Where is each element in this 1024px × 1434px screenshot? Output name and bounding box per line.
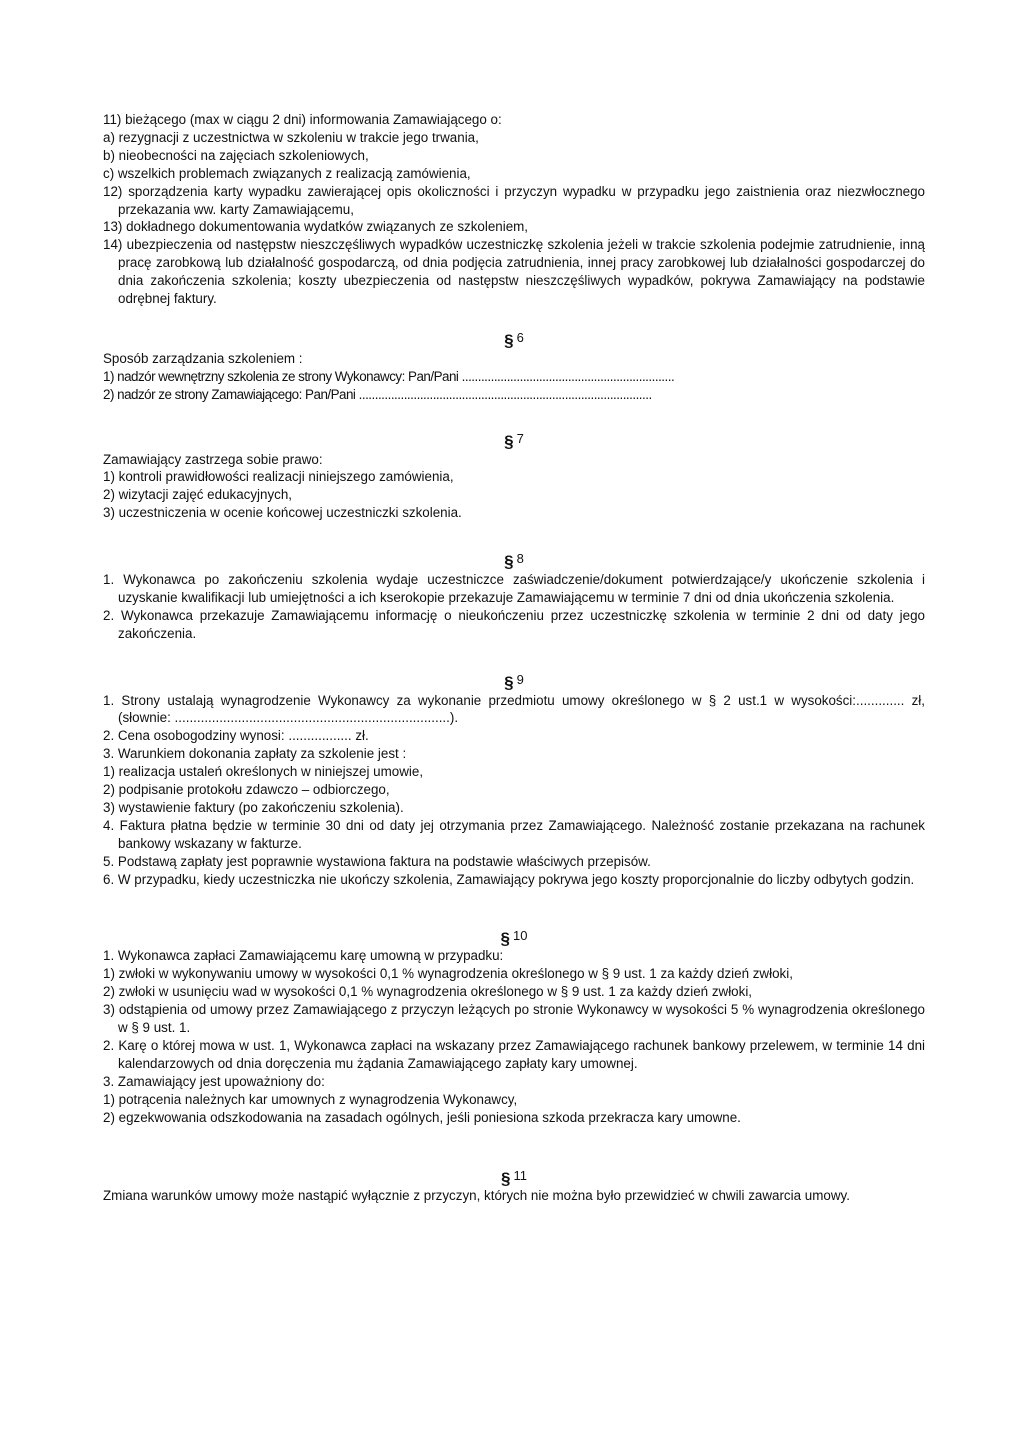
section-11: [103, 1167, 925, 1206]
list-item: 3) uczestniczenia w ocenie końcowej uczestniczki szkolenia.: [103, 505, 462, 521]
section-symbol: §: [504, 672, 514, 692]
section-number: 7: [516, 430, 524, 446]
list-item: 1. Wykonawca zapłaci Zamawiającemu karę umowną w przypadku:: [103, 948, 504, 964]
section-heading: [103, 430, 925, 451]
list-item: 1) realizacja ustaleń określonych w niniejszej umowie,: [103, 764, 424, 780]
list-item: 2. Wykonawca przekazuje Zamawiającemu informację o nieukończeniu przez uczestniczkę szkolenia w terminie 2 dni od daty jego zakończenia.: [103, 607, 925, 641]
section-8: [103, 550, 925, 643]
obligations-list: [103, 111, 925, 308]
list-item: 3. Warunkiem dokonania zapłaty za szkolenie jest :: [103, 746, 407, 762]
list-item: 1. Strony ustalają wynagrodzenie Wykonawcy za wykonanie przedmiotu umowy określonego w § 2 ust.1 w wysokości:............. zł, (słownie: ..........................................................................).: [103, 692, 925, 726]
list-item: 3) wystawienie faktury (po zakończeniu szkolenia).: [103, 800, 404, 815]
list-item: 13) dokładnego dokumentowania wydatków związanych ze szkoleniem,: [103, 219, 529, 235]
section-symbol: §: [500, 928, 510, 948]
section-symbol: §: [504, 330, 514, 350]
section-intro: Sposób zarządzania szkoleniem :: [103, 350, 303, 366]
section-number: 10: [513, 927, 528, 943]
section-heading: [103, 671, 925, 692]
section-number: 6: [516, 329, 524, 345]
list-item: 12) sporządzenia karty wypadku zawierającej opis okoliczności i przyczyn wypadku w przypadku jego zaistnienia oraz niezwłocznego przekazania ww. karty Zamawiającemu,: [103, 183, 925, 217]
section-number: 9: [516, 671, 524, 687]
list-item: 2. Cena osobogodziny wynosi: ................. zł.: [103, 728, 369, 744]
list-item: 2) egzekwowania odszkodowania na zasadach ogólnych, jeśli poniesiona szkoda przekracza kary umowne.: [103, 1109, 741, 1125]
list-item: 3) odstąpienia od umowy przez Zamawiającego z przyczyn leżących po stronie Wykonawcy w wysokości 5 % wynagrodzenia określonego w § 9 ust. 1.: [103, 1002, 925, 1036]
list-item: 2) podpisanie protokołu zdawczo – odbiorczego,: [103, 782, 390, 798]
list-item: a) rezygnacji z uczestnictwa w szkoleniu w trakcie jego trwania,: [103, 129, 479, 145]
section-number: 8: [516, 551, 524, 567]
section-symbol: §: [501, 1168, 511, 1188]
list-item: 4. Faktura płatna będzie w terminie 30 dni od daty jej otrzymania przez Zamawiającego. Należność zostanie przekazana na rachunek bankowy wskazany w fakturze.: [103, 817, 925, 851]
section-number: 11: [513, 1167, 527, 1183]
document-page: [103, 111, 925, 1205]
section-heading: [103, 329, 925, 350]
section-symbol: §: [504, 431, 514, 451]
list-item: 14) ubezpieczenia od następstw nieszczęśliwych wypadków uczestniczkę szkolenia jeżeli w trakcie szkolenia podejmie zatrudnienie, inną pracę zarobkową lub działalność gospodarczą, od dnia podjęcia zatrudnienia, innej pracy zarobkowej lub działalności gospodarczej do dnia zakończenia szkolenia; koszty ubezpieczenia od następstw nieszczęśliwych wypadków, pokrywa Zamawiający na podstawie odrębnej faktury.: [103, 237, 925, 307]
section-heading: [103, 550, 925, 571]
list-item: 1) kontroli prawidłowości realizacji niniejszego zamówienia,: [103, 469, 454, 485]
list-item: 2) zwłoki w usunięciu wad w wysokości 0,1 % wynagrodzenia określonego w § 9 ust. 1 za każdy dzień zwłoki,: [103, 984, 753, 1000]
list-item: 1) zwłoki w wykonywaniu umowy w wysokości 0,1 % wynagrodzenia określonego w § 9 ust. 1 za każdy dzień zwłoki,: [103, 966, 793, 982]
section-symbol: §: [504, 552, 514, 572]
list-item: 1) potrącenia należnych kar umownych z wynagrodzenia Wykonawcy,: [103, 1091, 518, 1107]
section-7: [103, 430, 925, 523]
list-item: 1. Wykonawca po zakończeniu szkolenia wydaje uczestniczce zaświadczenie/dokument potwierdzające/y ukończenie szkolenia i uzyskanie kwalifikacji lub umiejętności a ich kserokopie przekazuje Zamawiającemu w terminie 7 dni od dnia ukończenia szkolenia.: [103, 572, 925, 605]
section-10: [103, 927, 925, 1127]
section-text: Zmiana warunków umowy może nastąpić wyłącznie z przyczyn, których nie można było przewidzieć w chwili zawarcia umowy.: [103, 1188, 850, 1204]
section-6: [103, 329, 925, 404]
section-heading: [103, 1167, 925, 1188]
section-9: [103, 671, 925, 889]
section-heading: [103, 927, 925, 948]
list-item: 6. W przypadku, kiedy uczestniczka nie ukończy szkolenia, Zamawiający pokrywa jego koszty proporcjonalnie do liczby odbytych godzin.: [103, 871, 915, 887]
list-item: 5. Podstawą zapłaty jest poprawnie wystawiona faktura na podstawie właściwych przepisów.: [103, 853, 651, 869]
supervisor-client-line: 2) nadzór ze strony Zamawiającego: Pan/Pani ...........................................................................................: [103, 386, 652, 402]
supervisor-contractor-line: 1) nadzór wewnętrzny szkolenia ze strony Wykonawcy: Pan/Pani ..................................................................: [103, 368, 675, 384]
list-item: 11) bieżącego (max w ciągu 2 dni) informowania Zamawiającego o:: [103, 112, 502, 127]
list-item: c) wszelkich problemach związanych z realizacją zamówienia,: [103, 165, 471, 181]
list-item: 3. Zamawiający jest upoważniony do:: [103, 1073, 325, 1089]
list-item: 2. Karę o której mowa w ust. 1, Wykonawca zapłaci na wskazany przez Zamawiającego rachunek bankowy przelewem, w terminie 14 dni kalendarzowych od dnia doręczenia mu żądania Zamawiającego zapłaty kary umownej.: [103, 1037, 925, 1071]
list-item: b) nieobecności na zajęciach szkoleniowych,: [103, 147, 369, 163]
list-item: 2) wizytacji zajęć edukacyjnych,: [103, 487, 293, 503]
section-intro: Zamawiający zastrzega sobie prawo:: [103, 451, 323, 467]
